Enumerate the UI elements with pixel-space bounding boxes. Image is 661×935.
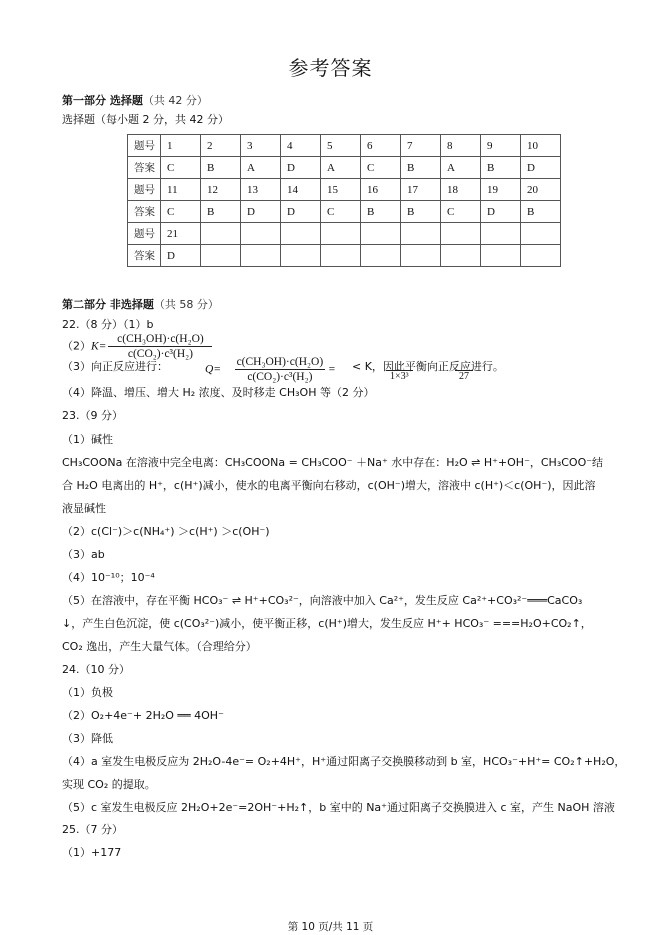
row-label: 题号 — [128, 223, 161, 245]
table-cell: D — [481, 201, 521, 223]
table-row-answer — [128, 201, 561, 223]
row-label: 答案 — [128, 201, 161, 223]
table-cell: B — [201, 201, 241, 223]
q23-explain-2: 合 H₂O 电离出的 H⁺，c(H⁺)减小，使水的电离平衡向右移动，c(OH⁻)增大，溶液中 c(H⁺)＜c(OH⁻)，因此溶 — [62, 479, 596, 492]
table-cell — [321, 245, 361, 267]
q22-part3-formula — [205, 355, 335, 384]
q22-part4: （4）降温、增压、增大 H₂ 浓度、及时移走 CH₃OH 等（2 分） — [62, 386, 375, 399]
q22-part2 — [62, 332, 212, 361]
q25-header: 25.（7 分） — [62, 823, 123, 836]
table-cell: 19 — [481, 179, 521, 201]
table-cell: 21 — [161, 223, 201, 245]
table-cell: 16 — [361, 179, 401, 201]
table-cell: 18 — [441, 179, 481, 201]
table-row-question — [128, 223, 561, 245]
table-cell: B — [481, 157, 521, 179]
row-label: 题号 — [128, 179, 161, 201]
table-cell: 9 — [481, 135, 521, 157]
table-cell: B — [361, 201, 401, 223]
row-label: 答案 — [128, 245, 161, 267]
table-row-answer — [128, 157, 561, 179]
q23-header: 23.（9 分） — [62, 409, 123, 422]
table-cell — [361, 223, 401, 245]
table-cell: C — [361, 157, 401, 179]
part1-heading-text: 第一部分 选择题 — [62, 94, 143, 107]
table-cell: C — [321, 201, 361, 223]
table-cell: C — [161, 157, 201, 179]
table-cell — [361, 245, 401, 267]
q22-k-label: K= — [91, 340, 107, 353]
table-row-question — [128, 179, 561, 201]
part1-subheading: 选择题（每小题 2 分，共 42 分） — [62, 113, 229, 126]
table-cell — [241, 223, 281, 245]
q24-part3: （3）降低 — [62, 732, 113, 745]
q22-part3-27: 27 — [455, 370, 473, 382]
q22-part3-label: （3）向正反应进行： — [62, 360, 168, 373]
table-cell: 7 — [401, 135, 441, 157]
table-cell: 4 — [281, 135, 321, 157]
table-cell: A — [441, 157, 481, 179]
q22-k-fraction — [108, 332, 212, 361]
table-cell: 5 — [321, 135, 361, 157]
table-cell — [481, 223, 521, 245]
table-cell: C — [161, 201, 201, 223]
fraction-numerator: c(CH₃OH)·c(H₂O) — [236, 356, 324, 368]
table-cell — [441, 245, 481, 267]
table-cell — [521, 245, 561, 267]
q24-part2: （2）O₂+4e⁻+ 2H₂O ══ 4OH⁻ — [62, 709, 224, 722]
q23-explain-1: CH₃COONa 在溶液中完全电离：CH₃COONa = CH₃COO⁻ ＋Na⁺ 水中存在：H₂O ⇌ H⁺+OH⁻，CH₃COO⁻结 — [62, 456, 604, 469]
part2-heading-text: 第二部分 非选择题 — [62, 298, 154, 311]
table-row-answer — [128, 245, 561, 267]
page-footer: 第 10 页/共 11 页 — [287, 921, 374, 933]
row-label: 答案 — [128, 157, 161, 179]
answer-table — [127, 134, 561, 267]
q24-part4-2: 实现 CO₂ 的提取。 — [62, 778, 156, 791]
q22-q-label: Q= — [205, 363, 222, 376]
table-cell: D — [521, 157, 561, 179]
q24-header: 24.（10 分） — [62, 663, 130, 676]
table-cell — [201, 223, 241, 245]
q23-part5-1: （5）在溶液中，存在平衡 HCO₃⁻ ⇌ H⁺+CO₃²⁻，向溶液中加入 Ca²⁺，发生反应 Ca²⁺+CO₃²⁻═══CaCO₃ — [62, 594, 583, 607]
table-cell: 12 — [201, 179, 241, 201]
q22-equals: = — [328, 363, 336, 376]
table-cell: 20 — [521, 179, 561, 201]
q24-part4-1: （4）a 室发生电极反应为 2H₂O-4e⁻= O₂+4H⁺，H⁺通过阳离子交换膜移动到 b 室，HCO₃⁻+H⁺= CO₂↑+H₂O， — [62, 755, 626, 768]
table-cell: D — [281, 201, 321, 223]
fraction-denominator: c(CO₂)·c³(H₂) — [247, 371, 313, 383]
part1-heading — [62, 92, 208, 108]
table-cell: A — [321, 157, 361, 179]
q23-part5-3: CO₂ 逸出，产生大量气体。（合理给分） — [62, 640, 257, 653]
table-row-question — [128, 135, 561, 157]
table-cell — [481, 245, 521, 267]
q23-part1: （1）碱性 — [62, 433, 113, 446]
table-cell: A — [241, 157, 281, 179]
table-cell: 2 — [201, 135, 241, 157]
q23-part3: （3）ab — [62, 548, 105, 561]
q22-part3-conclusion: < K，因此平衡向正反应进行。 — [352, 360, 504, 373]
table-cell: D — [281, 157, 321, 179]
fraction-numerator: c(CH₃OH)·c(H₂O) — [108, 332, 212, 347]
table-cell: 13 — [241, 179, 281, 201]
table-cell: C — [441, 201, 481, 223]
table-cell — [201, 245, 241, 267]
row-label: 题号 — [128, 135, 161, 157]
table-cell: D — [241, 201, 281, 223]
table-cell: 3 — [241, 135, 281, 157]
q22-q-fraction — [235, 355, 326, 384]
table-cell: B — [401, 201, 441, 223]
table-cell: 6 — [361, 135, 401, 157]
q22-part3-den-value: 1×3³ — [386, 370, 413, 382]
table-cell: 10 — [521, 135, 561, 157]
table-cell: 14 — [281, 179, 321, 201]
table-cell: 1 — [161, 135, 201, 157]
fraction-denominator: c(CO₂)·c³(H₂) — [127, 348, 193, 360]
table-cell: 8 — [441, 135, 481, 157]
table-cell — [441, 223, 481, 245]
part2-heading — [62, 296, 219, 312]
table-cell — [321, 223, 361, 245]
q23-explain-3: 液显碱性 — [62, 502, 106, 515]
table-cell: B — [521, 201, 561, 223]
page-title: 参考答案 — [288, 56, 373, 80]
table-cell — [241, 245, 281, 267]
table-cell: D — [161, 245, 201, 267]
q23-part2: （2）c(Cl⁻)＞c(NH₄⁺) ＞c(H⁺) ＞c(OH⁻) — [62, 525, 270, 538]
table-cell: 11 — [161, 179, 201, 201]
table-cell: 17 — [401, 179, 441, 201]
q23-part5-2: ↓，产生白色沉淀，使 c(CO₃²⁻)减小，使平衡正移，c(H⁺)增大，发生反应 H⁺+ HCO₃⁻ ===H₂O+CO₂↑， — [62, 617, 592, 630]
part2-heading-note: （共 58 分） — [153, 298, 219, 311]
table-cell: 15 — [321, 179, 361, 201]
q22-header: 22.（8 分）（1）b — [62, 318, 154, 331]
table-cell: B — [201, 157, 241, 179]
q24-part1: （1）负极 — [62, 686, 113, 699]
q25-part1: （1）+177 — [62, 846, 122, 859]
q24-part5: （5）c 室发生电极反应 2H₂O+2e⁻=2OH⁻+H₂↑，b 室中的 Na⁺通过阳离子交换膜进入 c 室，产生 NaOH 溶液 — [62, 801, 615, 814]
table-cell: B — [401, 157, 441, 179]
table-cell — [281, 223, 321, 245]
q23-part4: （4）10⁻¹⁰；10⁻⁴ — [62, 571, 155, 584]
table-cell — [401, 245, 441, 267]
table-cell — [401, 223, 441, 245]
table-cell — [521, 223, 561, 245]
part1-heading-note: （共 42 分） — [142, 94, 208, 107]
table-cell — [281, 245, 321, 267]
q22-part2-prefix: （2） — [62, 339, 91, 353]
